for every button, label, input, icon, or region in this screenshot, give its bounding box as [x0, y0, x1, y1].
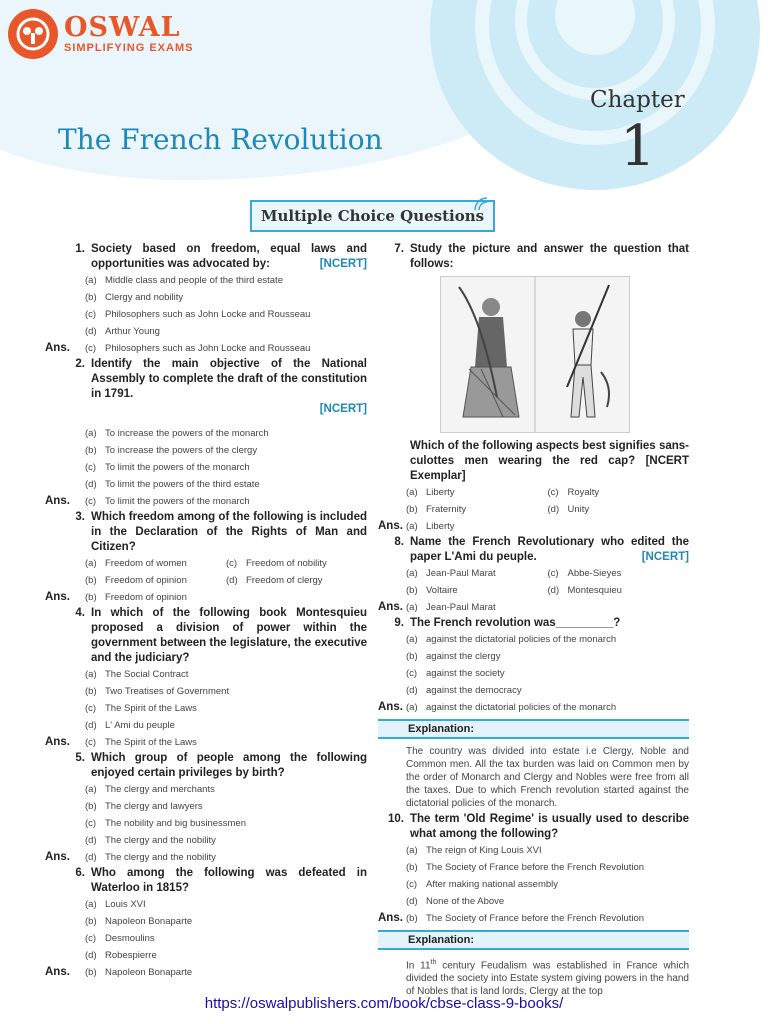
ncert-exemplar-tag: [NCERT Exemplar]: [410, 455, 690, 482]
answer: Ans. (a) Jean-Paul Marat: [378, 601, 496, 613]
explanation-heading: Explanation:: [378, 719, 689, 739]
option: (a) The clergy and merchants: [85, 784, 215, 795]
answer: Ans. (c) The Spirit of the Laws: [45, 736, 197, 748]
option: (d) None of the Above: [406, 896, 505, 907]
answer: Ans. (c) To limit the powers of the monarch: [45, 495, 250, 507]
right-column: [378, 242, 689, 998]
ncert-tag: [NCERT]: [319, 258, 367, 270]
option: (c) The Spirit of the Laws: [85, 703, 197, 714]
answer: Ans. (b) Napoleon Bonaparte: [45, 966, 193, 978]
section-heading: [250, 200, 495, 232]
option: (c) Philosophers such as John Locke and Rousseau: [85, 309, 311, 320]
option-row: (b) Freedom of opinion (d) Freedom of clergy: [85, 575, 323, 586]
explanation-text: In 11th century Feudalism was established in France which divided the society into Estate system giving powers in the hand of Nobles that is land lords, Clergy at the top: [406, 959, 690, 998]
answer: Ans. (a) Liberty: [378, 520, 455, 532]
option: (b) against the clergy: [406, 651, 501, 662]
option: (c) To limit the powers of the monarch: [85, 462, 250, 473]
page-title: The French Revolution: [58, 123, 383, 156]
option: (b) The clergy and lawyers: [85, 801, 203, 812]
question-7: 7. Study the picture and answer the question that follows:: [394, 243, 689, 270]
logo-tagline: SIMPLIFYING EXAMS: [64, 42, 194, 54]
option: (a) Middle class and people of the third estate: [85, 275, 283, 286]
option: (b) Two Treatises of Government: [85, 686, 230, 697]
option: (c) Desmoulins: [85, 933, 155, 944]
option: (c) After making national assembly: [406, 879, 559, 890]
footer-link[interactable]: https://oswalpublishers.com/book/cbse-class-9-books/: [204, 995, 564, 1012]
explanation-heading: Explanation:: [378, 930, 689, 950]
option-row: (b) Fraternity (d) Unity: [406, 504, 590, 515]
option: (d) Robespierre: [85, 950, 157, 961]
ncert-tag: [NCERT]: [319, 403, 367, 415]
explanation-text: The country was divided into estate i.e Clergy, Noble and Common men. All the tax burden was laid on Common men by the order of Monarch and Clergy and Nobles were free from all the taxes. Due to which French revolution started against the dictatorial policies of the monarch.: [406, 746, 689, 809]
option-row: (b) Voltaire (d) Montesquieu: [406, 585, 622, 596]
sans-culottes-illustration: [440, 276, 630, 433]
option-row: (a) Freedom of women (c) Freedom of nobility: [85, 558, 327, 569]
option: (a) The reign of King Louis XVI: [406, 845, 542, 856]
option: (b) To increase the powers of the clergy: [85, 445, 258, 456]
left-column: [45, 242, 367, 981]
answer: Ans. (d) The clergy and the nobility: [45, 851, 216, 863]
answer: Ans. (b) The Society of France before the French Revolution: [378, 912, 645, 924]
ncert-tag: [NCERT]: [641, 551, 689, 563]
option-row: (a) Liberty (c) Royalty: [406, 487, 600, 498]
question-8: 8. Name the French Revolutionary who edited the paper L'Ami du peuple. [NCERT]: [394, 536, 689, 563]
question-2: 2. Identify the main objective of the National Assembly to complete the draft of the constitution in 1791. [NCERT]: [75, 358, 367, 415]
question-1: 1. Society based on freedom, equal laws and opportunities was advocated by: [NCERT]: [75, 243, 367, 270]
option: (a) The Social Contract: [85, 669, 189, 680]
section-heading-text: Multiple Choice Questions: [260, 207, 485, 225]
option: (d) Arthur Young: [85, 326, 160, 337]
oswal-logo-icon: [8, 9, 58, 59]
option: (d) against the democracy: [406, 685, 522, 696]
answer: Ans. (c) Philosophers such as John Locke and Rousseau: [45, 342, 311, 354]
question-7-subtext: Which of the following aspects best signifies sans-culottes men wearing the red cap? [NCERT Exemplar]: [410, 440, 690, 482]
oswal-logo[interactable]: [8, 8, 201, 60]
answer: Ans. (b) Freedom of opinion: [45, 591, 187, 603]
option: (b) Clergy and nobility: [85, 292, 184, 303]
option-row: (a) Jean-Paul Marat (c) Abbe-Sieyes: [406, 568, 622, 579]
option: (a) against the dictatorial policies of the monarch: [406, 634, 617, 645]
option: (b) Napoleon Bonaparte: [85, 916, 193, 927]
question-5: 5. Which group of people among the following enjoyed certain privileges by birth?: [75, 752, 367, 779]
question-3: 3. Which freedom among of the following is included in the Declaration of the Rights of Man and Citizen?: [75, 511, 367, 553]
option: (b) The Society of France before the French Revolution: [406, 862, 645, 873]
chapter-label: Chapter: [590, 87, 685, 113]
question-10: 10. The term 'Old Regime' is usually used to describe what among the following?: [388, 813, 689, 840]
option: (c) The nobility and big businessmen: [85, 818, 247, 829]
option: (d) To limit the powers of the third estate: [85, 479, 260, 490]
option: (a) To increase the powers of the monarch: [85, 428, 269, 439]
logo-brand: OSWAL: [64, 12, 181, 43]
option: (d) The clergy and the nobility: [85, 835, 216, 846]
answer: Ans. (a) against the dictatorial policies of the monarch: [378, 701, 617, 713]
option: (a) Louis XVI: [85, 899, 146, 910]
option: (d) L' Ami du peuple: [85, 720, 175, 731]
wave-icon: [473, 196, 489, 212]
option: (c) against the society: [406, 668, 505, 679]
chapter-number: 1: [620, 114, 656, 179]
question-4: 4. In which of the following book Montesquieu proposed a division of power within the government between the legislature, the executive and the judiciary?: [75, 607, 367, 664]
question-6: 6. Who among the following was defeated in Waterloo in 1815?: [75, 867, 367, 894]
question-9: 9. The French revolution was_________?: [394, 617, 621, 629]
